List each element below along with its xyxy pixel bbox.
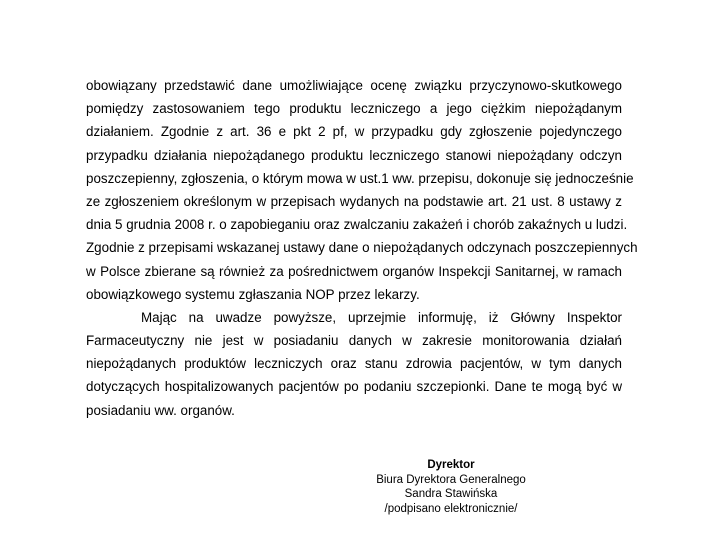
paragraph-1-line: dnia 5 grudnia 2008 r. o zapobieganiu oraz zwalczaniu zakażeń i chorób zakaźnych u ludzi. xyxy=(86,217,628,233)
paragraph-2-line: Farmaceutyczny nie jest w posiadaniu danych w zakresie monitorowania działań xyxy=(86,333,622,349)
paragraph-2-line: dotyczących hospitalizowanych pacjentów po podaniu szczepionki. Dane te mogą być w xyxy=(86,379,622,395)
paragraph-2 xyxy=(86,306,622,422)
paragraph-2-line: Mając na uwadze powyższe, uprzejmie informuję, iż Główny Inspektor xyxy=(141,309,622,325)
paragraph-2-line: posiadaniu ww. organów. xyxy=(86,402,235,418)
paragraph-2-line: niepożądanych produktów leczniczych oraz stanu zdrowia pacjentów, w tym danych xyxy=(86,356,622,372)
paragraph-1-line: ze zgłoszeniem określonym w przepisach wydanych na podstawie art. 21 ust. 8 ustawy z xyxy=(86,193,622,209)
signature-block xyxy=(331,458,571,516)
signature-title: Dyrektor xyxy=(427,459,475,471)
paragraph-1-line: Zgodnie z przepisami wskazanej ustawy dane o niepożądanych odczynach poszczepiennych xyxy=(86,240,638,256)
signature-note: /podpisano elektronicznie/ xyxy=(384,502,518,515)
letter-body xyxy=(86,74,638,422)
paragraph-1-line: poszczepienny, zgłoszenia, o którym mowa w ust.1 ww. przepisu, dokonuje się jednocześnie xyxy=(86,170,634,186)
signature-name: Sandra Stawińska xyxy=(404,488,498,501)
paragraph-1-line: obowiązkowego systemu zgłaszania NOP przez lekarzy. xyxy=(86,286,420,302)
paragraph-1-line: działaniem. Zgodnie z art. 36 e pkt 2 pf, w przypadku gdy zgłoszenie pojedynczego xyxy=(86,124,622,140)
paragraph-1-line: przypadku działania niepożądanego produktu leczniczego stanowi niepożądany odczyn xyxy=(86,147,622,163)
signature-office: Biura Dyrektora Generalnego xyxy=(376,473,526,486)
paragraph-1 xyxy=(86,74,638,306)
paragraph-1-line: pomiędzy zastosowaniem tego produktu leczniczego a jego ciężkim niepożądanym xyxy=(86,101,622,117)
paragraph-1-line: obowiązany przedstawić dane umożliwiające ocenę związku przyczynowo-skutkowego xyxy=(86,78,622,93)
paragraph-1-line: w Polsce zbierane są również za pośrednictwem organów Inspekcji Sanitarnej, w ramach xyxy=(86,263,622,279)
